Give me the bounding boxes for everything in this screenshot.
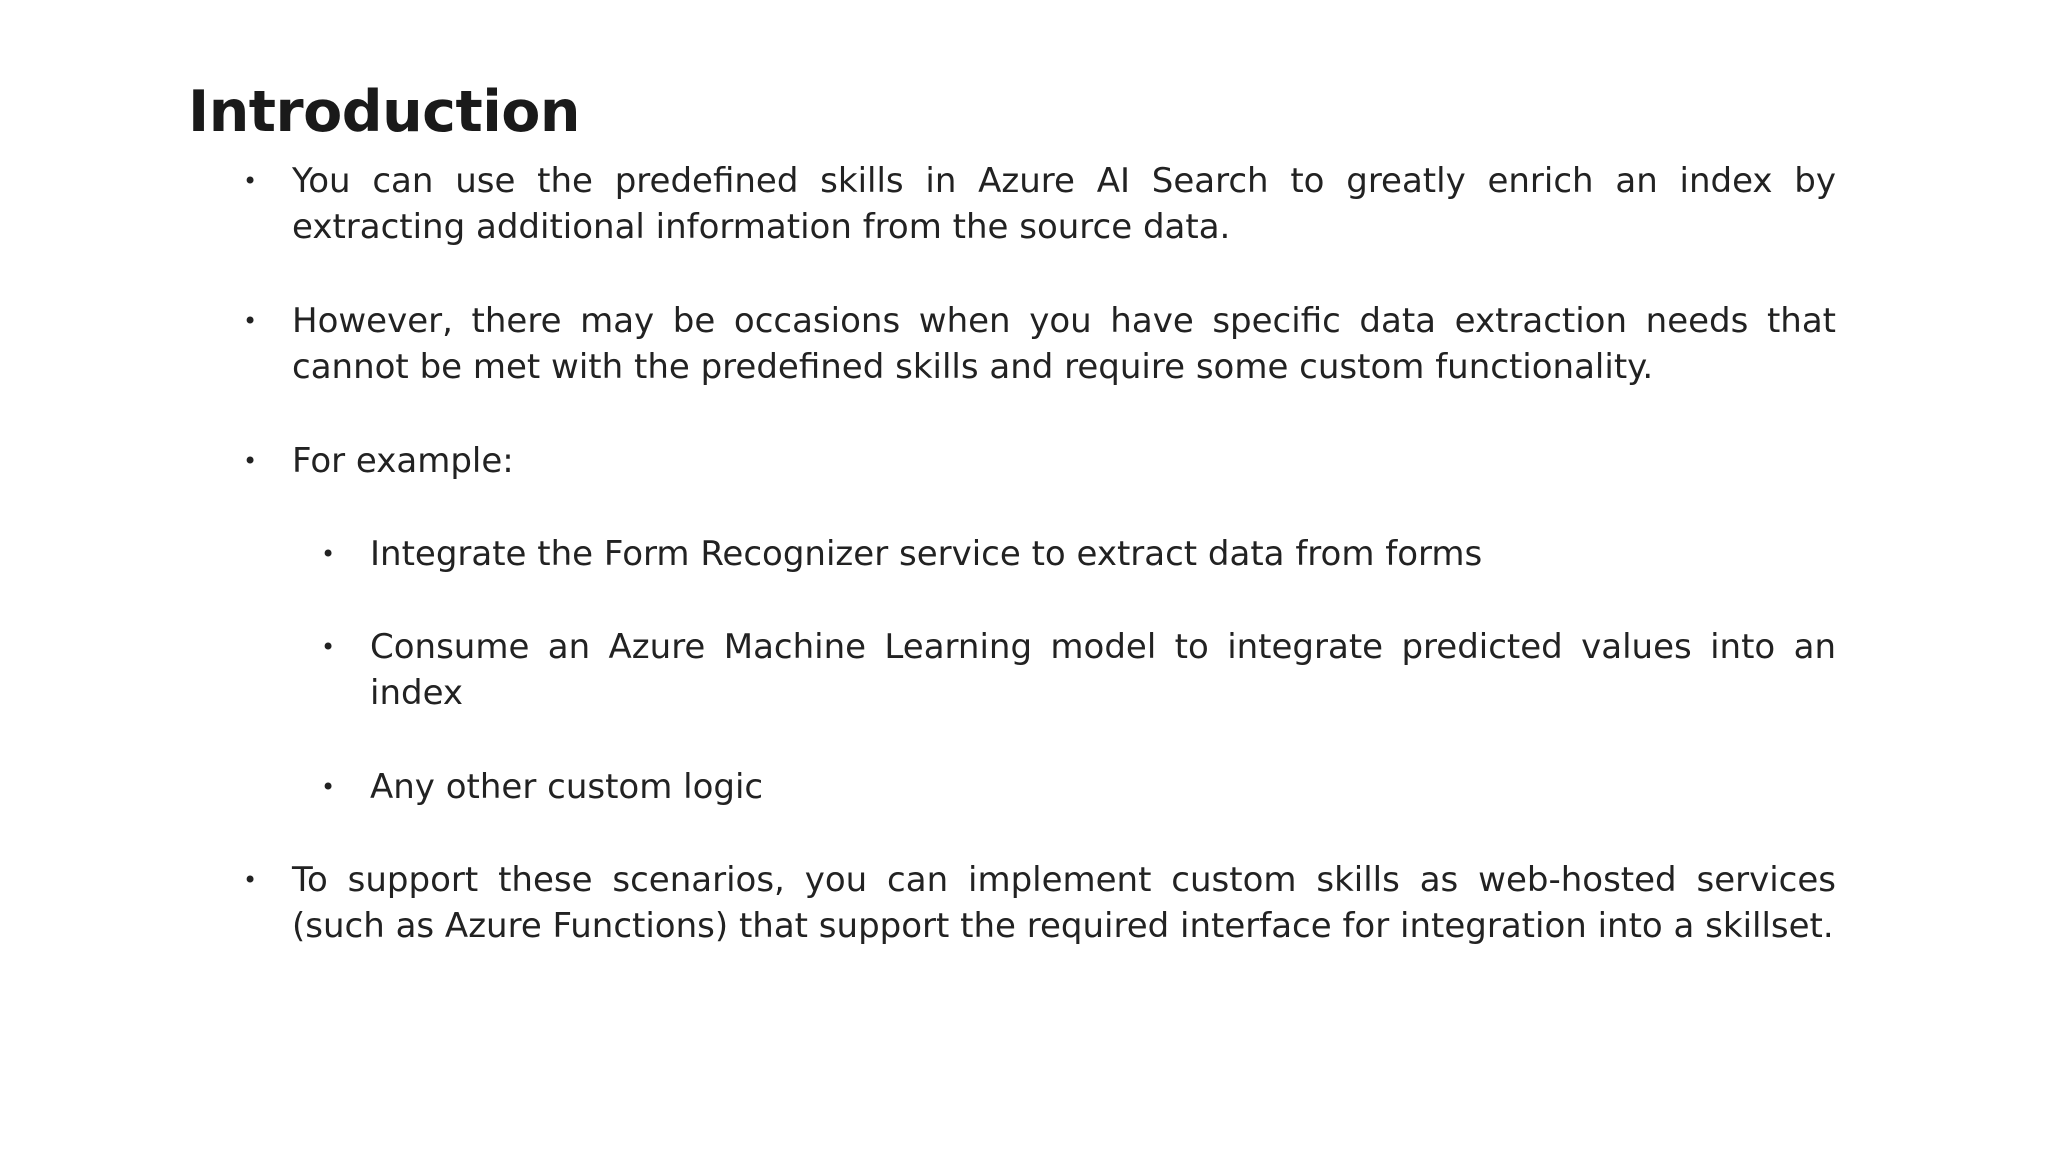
bullet-dot-icon: • [321, 633, 336, 661]
sub-bullet-item [321, 531, 1836, 577]
sub-bullet-text: Any other custom logic [370, 767, 764, 807]
bullet-item [243, 438, 1836, 484]
bullet-dot-icon: • [243, 307, 258, 335]
bullet-text: For example: [292, 441, 514, 481]
sub-bullet-text: Consume an Azure Machine Learning model to integrate predicted values into an index [370, 627, 1836, 713]
bullet-dot-icon: • [243, 447, 258, 475]
sub-bullet-text: Integrate the Form Recognizer service to extract data from forms [370, 534, 1483, 574]
bullet-text: You can use the predefined skills in Azure AI Search to greatly enrich an index by extracting additional information from the source data. [292, 161, 1836, 247]
bullet-item [243, 857, 1836, 949]
slide-title: Introduction [188, 79, 580, 145]
bullet-text: To support these scenarios, you can implement custom skills as web-hosted services (such as Azure Functions) that support the required interface for integration into a skillset. [292, 860, 1836, 946]
bullet-text: However, there may be occasions when you have specific data extraction needs that cannot be met with the predefined skills and require some custom functionality. [292, 301, 1836, 387]
bullet-item [243, 298, 1836, 390]
bullet-item [243, 158, 1836, 250]
bullet-dot-icon: • [243, 167, 258, 195]
sub-bullet-item [321, 624, 1836, 716]
bullet-dot-icon: • [321, 773, 336, 801]
bullet-dot-icon: • [243, 866, 258, 894]
bullet-dot-icon: • [321, 540, 336, 568]
sub-bullet-item [321, 764, 1836, 810]
